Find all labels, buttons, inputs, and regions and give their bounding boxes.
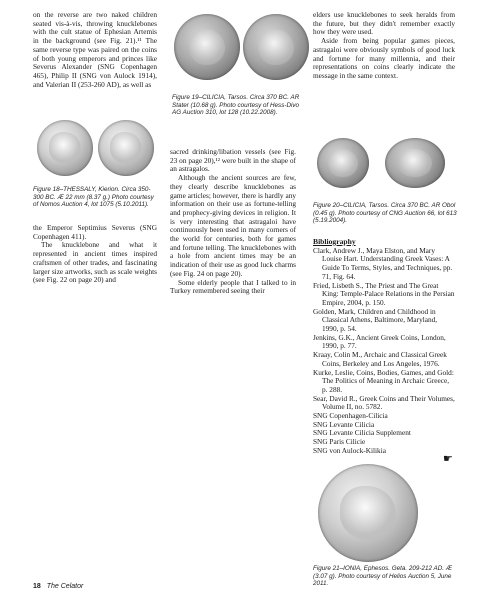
col1-paragraph-a: the Emperor Septimius Severus (SNG Copenhagen 411). bbox=[33, 223, 157, 241]
bibliography-entry: Fried, Lisbeth S., The Priest and The Great King: Temple-Palace Relations in the Persian Empire, 2004, p. 150. bbox=[313, 280, 455, 307]
bibliography-title: Bibliography bbox=[313, 237, 356, 246]
bibliography-entry: SNG Copenhagen-Cilicia bbox=[313, 411, 388, 421]
col1-text-top bbox=[33, 11, 157, 89]
col2-paragraph-a: sacred drinking/libation vessels (see Fig. 23 on page 20),¹² were built in the shape of an astragalos. bbox=[170, 147, 296, 174]
figure-18-image bbox=[34, 118, 158, 178]
bibliography-entry: SNG Levante Cilicia bbox=[313, 419, 375, 429]
col3-text-top bbox=[313, 11, 455, 81]
figure-21-image bbox=[318, 464, 418, 562]
coin-obverse bbox=[317, 138, 369, 188]
pointing-hand-icon: ☛ bbox=[443, 452, 453, 465]
coin-reverse bbox=[98, 120, 154, 176]
coin-obverse bbox=[174, 14, 240, 80]
col3-paragraph-b: Aside from being popular games pieces, astragaloi were obviously symbols of good luck and fortune for many millennia, and their representations on coins clearly indicate the message in the same context. bbox=[313, 36, 455, 80]
figure-20-caption: Figure 20–CILICIA, Tarsos. Circa 370 BC. AR Obol (0.45 g). Photo courtesy of CNG Auction 66, lot 613 (5.19.2004). bbox=[313, 202, 457, 225]
bibliography-entry: Kraay, Colin M., Archaic and Classical Greek Coins, Berkeley and Los Angeles, 1976. bbox=[313, 350, 447, 368]
page-number: 18 bbox=[33, 583, 41, 590]
bibliography-entry: SNG Paris Cilicie bbox=[313, 437, 366, 447]
col3-paragraph-a: elders use knucklebones to seek heralds from the future, but they didn't remember exactly how they were used. bbox=[313, 10, 455, 37]
publication-title: The Celator bbox=[46, 583, 84, 590]
bibliography bbox=[313, 238, 455, 456]
bibliography-entry: Golden, Mark, Children and Childhood in Classical Athens, Baltimore, Maryland, 1990, p. 54. bbox=[313, 306, 438, 334]
coin-reverse bbox=[243, 14, 309, 80]
figure-20-image bbox=[313, 134, 457, 192]
bibliography-entry: Sear, David R., Greek Coins and Their Volumes, Volume II, no. 5782. bbox=[313, 393, 455, 412]
bibliography-entry: Clark, Andrew J., Maya Elston, and Mary Louise Hart. Understanding Greek Vases: A Guide To Terms, Styles, and Techniques, pp. 71, Fig. 64. bbox=[313, 245, 453, 281]
figure-18-caption: Figure 18–THESSALY, Kierion. Circa 350-300 BC. Æ 22 mm (8.37 g.) Photo courtesy of Nomos Auction 4, lot 1075 (5.10.2011). bbox=[33, 186, 154, 209]
col1-paragraph-b: The knucklebone and what it represented in ancient times inspired craftsmen of other trades, and fascinating larger size artworks, such as scale weights (see Fig. 22 on page 20) and bbox=[33, 240, 157, 285]
col2-text bbox=[170, 148, 296, 296]
figure-19-image bbox=[170, 10, 312, 85]
bibliography-entry: Kurke, Leslie, Coins, Bodies, Games, and Gold: The Politics of Meaning in Archaic Greece, p. 288. bbox=[313, 367, 454, 394]
figure-21-caption: Figure 21–IONIA, Ephesos. Geta. 209-212 AD. Æ (3.07 g). Photo courtesy of Helios Auction 5, June 2011. bbox=[313, 565, 453, 588]
bibliography-entry: SNG von Aulock-Kilikia bbox=[313, 445, 386, 455]
coin-obverse bbox=[37, 120, 93, 176]
figure-19-caption: Figure 19–CILICIA, Tarsos. Circa 370 BC. AR Stater (10.68 g). Photo courtesy of Hess-Divo AG Auction 310, lot 128 (10.22.2008). bbox=[172, 94, 300, 117]
col2-paragraph-c: Some elderly people that I talked to in Turkey remembered seeing their bbox=[170, 277, 296, 296]
bibliography-entry: SNG Levante Cilicia Supplement bbox=[313, 428, 411, 438]
page-footer bbox=[33, 583, 83, 590]
bibliography-entry: Jenkins, G.K., Ancient Greek Coins, London, 1990, p. 77. bbox=[313, 332, 446, 351]
coin-reverse bbox=[385, 138, 445, 188]
col1-text-bottom bbox=[33, 224, 157, 285]
col1-paragraph: on the reverse are two naked children seated vis-à-vis, throwing knucklebones with the cult statue of Ephesian Artemis in the background (see Fig. 21).¹¹ The same reverse type was paired on the coins of both young emperors and princes like Severus Alexander (SNG Copenhagen 465), Philip II (SNG von Aulock 1914), and Valerian II (253-260 AD), as well as bbox=[33, 10, 157, 89]
col2-paragraph-b: Although the ancient sources are few, they clearly describe knucklebones as game articles; however, there is hardly any information on their use as fortune-telling and prophecy-giving devices in religion. It is very interesting that astragaloi have continuously been used in many corners of the world for centuries, both for games and fortune telling. The knucklebones with a hole from ancient times may be an indication of their use as good luck charms (see Fig. 24 on page 20). bbox=[170, 173, 296, 278]
